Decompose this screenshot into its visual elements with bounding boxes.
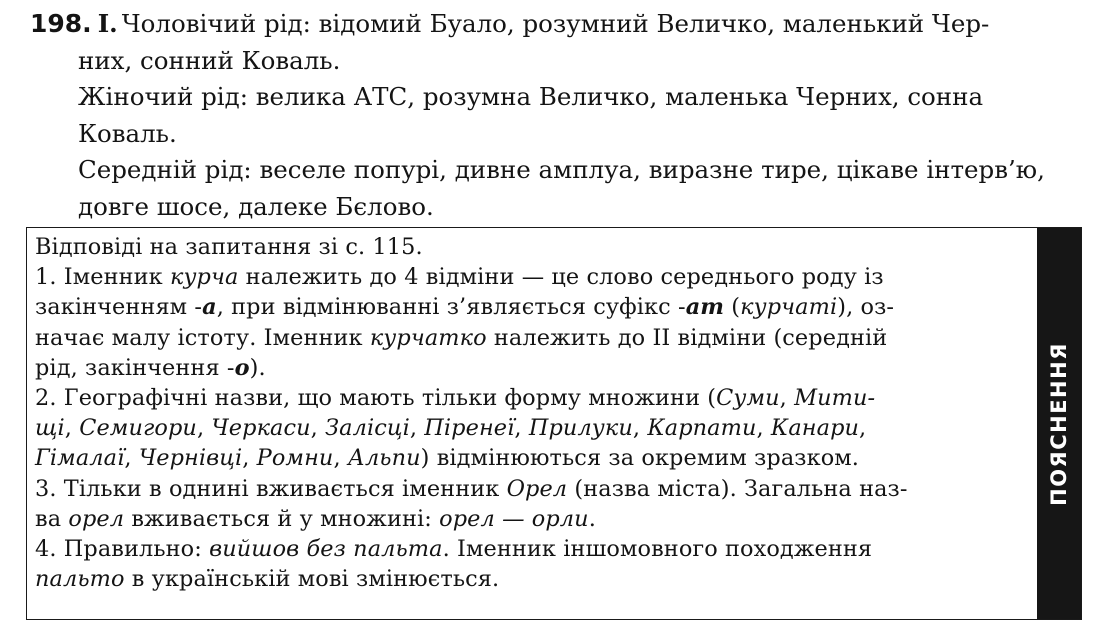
- explanation-text-run: ,: [779, 384, 795, 411]
- exercise-text: довге шосе, далеке Бєлово.: [78, 191, 434, 221]
- explanation-text-run: належить до 4 відміни — це слово середнього роду із: [238, 264, 884, 291]
- explanation-text-run: пальто: [35, 566, 125, 593]
- explanation-text-run: 4. Правильно:: [35, 535, 210, 562]
- explanation-text-run: орел: [68, 505, 125, 532]
- explanation-tab-label: ПОЯСНЕННЯ: [1047, 341, 1071, 506]
- explanation-text-run: 3. Тільки в однині вживається іменник: [35, 475, 507, 502]
- explanation-line: [35, 323, 1035, 353]
- explanation-text-run: ,: [409, 415, 425, 442]
- exercise-line: [30, 45, 1090, 78]
- explanation-line: [35, 413, 1035, 443]
- explanation-text-run: Орел: [506, 475, 568, 502]
- explanation-text-run: , при відмінюванні з’являється суфікс: [216, 294, 679, 321]
- explanation-text-run: в українській мові змінюється.: [124, 566, 500, 593]
- explanation-text-run: . Іменник іншомовного походження: [442, 535, 873, 562]
- explanation-text-run: .: [588, 505, 596, 532]
- explanation-text-run: ,: [196, 415, 212, 442]
- explanation-text-run: начає малу істоту. Іменник: [35, 324, 370, 351]
- explanation-line: [35, 232, 1035, 262]
- explanation-text-run: ,: [64, 415, 80, 442]
- explanation-text-run: ,: [310, 415, 326, 442]
- explanation-line: [35, 353, 1035, 383]
- explanation-line: [35, 262, 1035, 292]
- explanation-text-run: ат: [685, 294, 725, 321]
- exercise-text: Середній рід: веселе попурі, дивне амплуа, виразне тире, цікаве інтерв’ю,: [78, 155, 1045, 184]
- explanation-text-run: вийшов без пальта: [209, 535, 443, 562]
- explanation-text-run: (: [724, 294, 741, 321]
- explanation-text-run: орел — орли: [439, 505, 589, 532]
- explanation-text-run: ,: [514, 415, 529, 442]
- explanation-text-run: (назва міста). Загальна наз-: [567, 475, 908, 502]
- explanation-line: [35, 474, 1035, 504]
- explanation-text-run: ва: [35, 505, 69, 532]
- explanation-text-run: -: [678, 294, 686, 321]
- explanation-tab: [1037, 228, 1081, 619]
- explanation-text-run: курчатко: [369, 324, 487, 351]
- exercise-text: Жіночий рід: велика АТС, розумна Величко, маленька Черних, сонна: [78, 82, 984, 111]
- explanation-text-run: Гімалаї: [35, 445, 125, 472]
- exercise-number: 198.: [30, 9, 92, 38]
- explanation-line: [35, 443, 1035, 473]
- explanation-line: [35, 534, 1035, 564]
- explanation-text-run: рід, закінчення: [35, 354, 227, 381]
- explanation-text-run: ) відмінюються за окремим зразком.: [420, 445, 860, 472]
- exercise-line: [30, 154, 1090, 187]
- explanation-text-run: Піренеї: [424, 415, 515, 442]
- explanation-text-run: курчаті: [740, 294, 838, 321]
- explanation-text-run: -: [194, 294, 203, 321]
- explanation-text-run: 1. Іменник: [35, 264, 170, 291]
- explanation-text-run: Мити-: [794, 384, 876, 411]
- explanation-text-run: Суми: [716, 384, 780, 411]
- exercise-line: [30, 118, 1090, 151]
- explanation-text-run: ,: [124, 445, 139, 472]
- explanation-text-run: ), оз-: [837, 294, 895, 321]
- explanation-text-run: щі: [35, 415, 65, 442]
- explanation-text-run: Прилуки: [528, 415, 633, 442]
- exercise-line: [30, 81, 1090, 114]
- explanation-text-run: ,: [333, 445, 348, 472]
- exercise-text: Коваль.: [78, 118, 177, 148]
- exercise-text: них, сонний Коваль.: [78, 45, 341, 75]
- exercise-text: Чоловічий рід: відомий Буало, розумний Величко, маленький Чер-: [121, 9, 990, 38]
- explanation-text-run: 2. Географічні назви, що мають тільки форму множини (: [35, 384, 717, 411]
- explanation-text-run: -: [226, 354, 235, 381]
- explanation-text-run: належить до II відміни (середній: [486, 324, 888, 351]
- explanation-text-run: о: [234, 354, 250, 381]
- explanation-text-run: закінченням: [35, 294, 195, 321]
- exercise-part-number: I.: [97, 9, 118, 38]
- explanation-text-run: Залісці: [325, 415, 410, 442]
- explanation-text-run: курча: [169, 264, 239, 291]
- explanation-text-run: вживається й у множині:: [124, 505, 440, 532]
- explanation-text-run: Карпати: [647, 415, 757, 442]
- explanation-text-run: ,: [859, 415, 867, 442]
- exercise-line: [30, 191, 1090, 224]
- explanation-text-run: ,: [632, 415, 648, 442]
- explanation-text-run: а: [202, 294, 217, 321]
- explanation-text-run: Черкаси: [211, 415, 311, 442]
- explanation-line: [35, 383, 1035, 413]
- explanation-text-run: ).: [249, 354, 266, 381]
- explanation-text-run: Чернівці: [138, 445, 243, 472]
- explanation-text-run: ,: [242, 445, 257, 472]
- explanation-box: [26, 227, 1082, 620]
- explanation-text-run: Альпи: [347, 445, 421, 472]
- explanation-text-run: Ромни: [256, 445, 334, 472]
- explanation-line: [35, 292, 1035, 322]
- explanation-line: [35, 504, 1035, 534]
- explanation-text-run: ,: [756, 415, 771, 442]
- explanation-line: [35, 564, 1035, 594]
- explanation-text-run: Відповіді на запитання зі с. 115.: [35, 234, 423, 260]
- explanation-text-run: Канари: [770, 415, 860, 442]
- explanation-text: [35, 232, 1035, 594]
- explanation-text-run: Семигори: [79, 415, 197, 442]
- exercise-198: [30, 8, 1090, 227]
- exercise-line: [30, 8, 1090, 41]
